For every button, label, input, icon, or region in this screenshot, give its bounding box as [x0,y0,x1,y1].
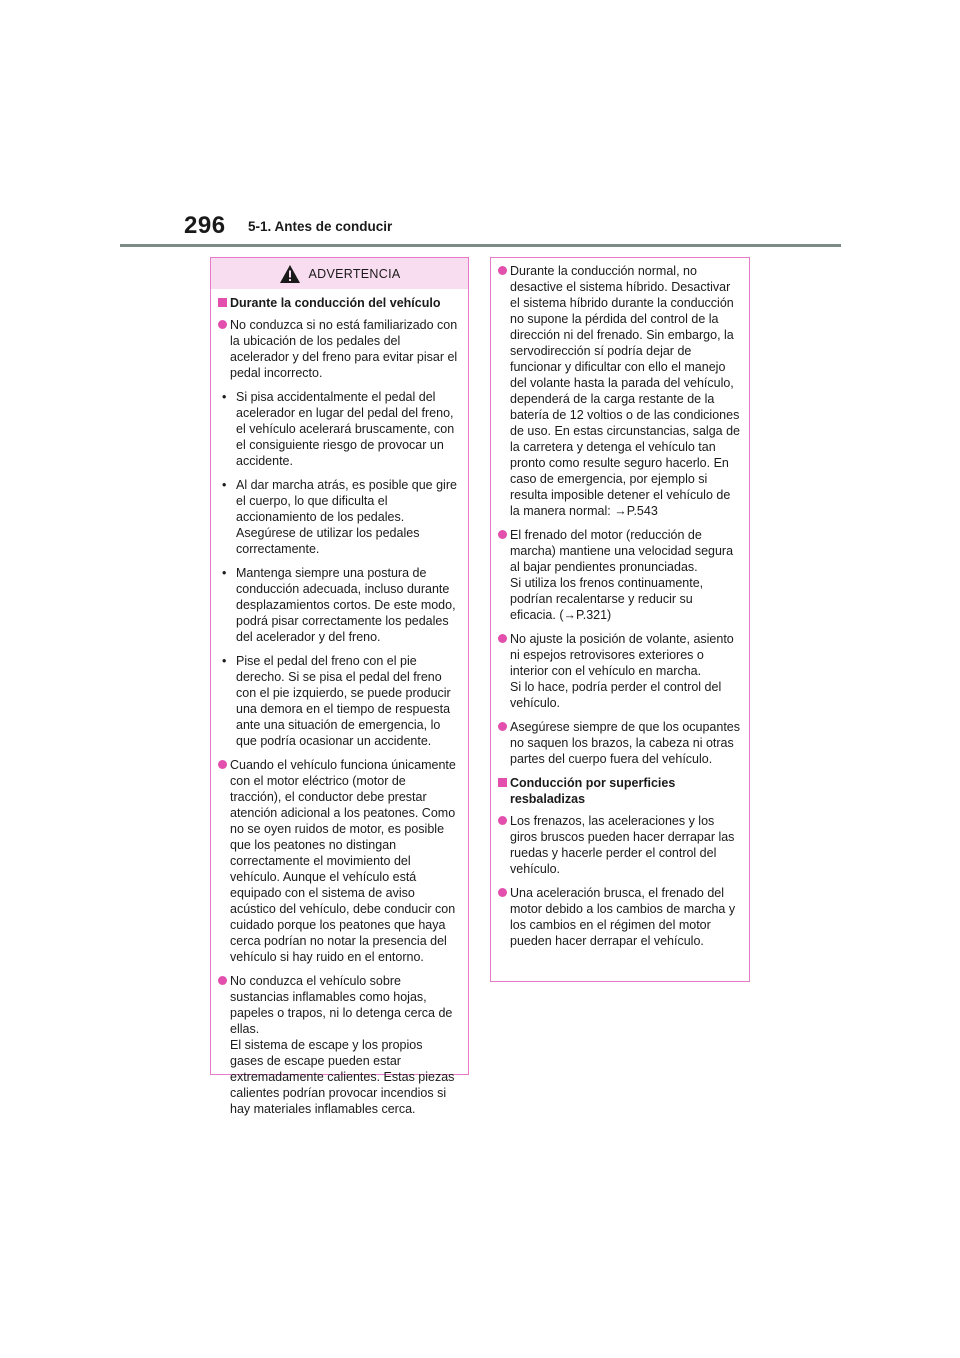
page-number: 296 [184,212,226,239]
section-title: 5-1. Antes de conducir [248,219,393,234]
list-item [498,813,740,877]
item-text-continued: Si lo hace, podría perder el control del vehículo. [510,680,722,710]
header-rule [120,244,841,247]
list-item [498,263,740,519]
item-text: Durante la conducción normal, no desactive el sistema híbrido. Desactivar el sistema híbrido durante la conducción no supone la pérdida del control de la dirección ni del frenado. Sin embargo, la servodirección sí podría dejar de funcionar y dificultar con ello el manejo del volante hasta la parada del vehículo, dependerá de la carga restante de la batería de 12 voltios o de las condiciones de uso. En estas circunstancias, salga de la carretera y detenga el vehículo tan pronto como resulte seguro hacerlo. En caso de emergencia, por ejemplo si resulta imposible detener el vehículo de la manera normal: →P.543 [510,264,740,518]
warning-header [211,258,468,289]
sub-item [218,653,459,749]
list-item [498,719,740,767]
warning-box-right [490,257,750,982]
item-text: No ajuste la posición de volante, asiento ni espejos retrovisores exteriores o interior con el vehículo en marcha. [510,632,734,678]
sub-item-text: Pise el pedal del freno con el pie derecho. Si se pisa el pedal del freno con el pie izquierdo, se puede producir una demora en el tiempo de respuesta ante una situación de emergencia, lo que podría ocasionar un accidente. [236,654,451,748]
warning-triangle-icon [279,264,301,284]
dot-bullet-icon: • [222,654,227,668]
warning-content-right [491,258,749,949]
dot-bullet-icon: • [222,478,227,492]
circle-bullet-icon [498,816,507,825]
item-text-continued: El sistema de escape y los propios gases de escape pueden estar extremadamente calientes. Estas piezas calientes podrían provocar incendios si hay materiales inflamables cerca. [230,1038,455,1116]
warning-title: ADVERTENCIA [308,266,401,281]
circle-bullet-icon [498,888,507,897]
circle-bullet-icon [218,976,227,985]
square-bullet-icon [498,778,507,787]
list-item [498,631,740,711]
warning-box-left [210,257,469,1116]
item-text: No conduzca si no está familiarizado con la ubicación de los pedales del acelerador y del freno para evitar pisar el pedal incorrecto. [230,318,458,380]
dot-bullet-icon: • [222,390,227,404]
section-heading [218,295,459,311]
item-text: Una aceleración brusca, el frenado del motor debido a los cambios de marcha y los cambios en el régimen del motor pueden hacer derrapar el vehículo. [510,886,736,948]
circle-bullet-icon [498,722,507,731]
sub-item [218,477,459,557]
circle-bullet-icon [498,266,507,275]
item-text-continued: Si utiliza los frenos continuamente, podrían recalentarse y reducir su eficacia. (→P.321) [510,576,704,622]
section-heading [498,775,740,807]
list-item [218,973,459,1117]
heading-text: Conducción por superficies resbaladizas [510,776,676,806]
sub-item-text: Al dar marcha atrás, es posible que gire el cuerpo, lo que dificulta el accionamiento de los pedales. Asegúrese de utilizar los pedales correctamente. [236,478,457,556]
heading-text: Durante la conducción del vehículo [230,296,441,310]
circle-bullet-icon [218,760,227,769]
circle-bullet-icon [498,530,507,539]
list-item [218,757,459,965]
list-item [498,527,740,623]
item-text: Asegúrese siempre de que los ocupantes no saquen los brazos, la cabeza ni otras partes del cuerpo fuera del vehículo. [510,720,741,766]
circle-bullet-icon [218,320,227,329]
item-text: No conduzca el vehículo sobre sustancias inflamables como hojas, papeles o trapos, ni lo detenga cerca de ellas. [230,974,453,1036]
list-item [498,885,740,949]
sub-item [218,389,459,469]
sub-item-text: Mantenga siempre una postura de conducción adecuada, incluso durante desplazamientos cortos. De este modo, podrá pisar correctamente los pedales del acelerador y del freno. [236,566,456,644]
list-item [218,317,459,381]
item-text: Los frenazos, las aceleraciones y los giros bruscos pueden hacer derrapar las ruedas y hacerle perder el control del vehículo. [510,814,735,876]
sub-item [218,565,459,645]
warning-content-left [211,289,468,1117]
item-text: Cuando el vehículo funciona únicamente con el motor eléctrico (motor de tracción), el conductor debe prestar atención adicional a los peatones. Como no se oyen ruidos de motor, es posible que los peatones no distingan correctamente el movimiento del vehículo. Aunque el vehículo está equipado con el sistema de aviso acústico del vehículo, debe conducir con cuidado porque los peatones que haya cerca podrían no notar la presencia del vehículo si hay ruido en el entorno. [230,758,456,964]
sub-item-text: Si pisa accidentalmente el pedal del acelerador en lugar del pedal del freno, el vehículo acelerará bruscamente, con el consiguiente riesgo de provocar un accidente. [236,390,455,468]
circle-bullet-icon [498,634,507,643]
item-text: El frenado del motor (reducción de marcha) mantiene una velocidad segura al bajar pendientes pronunciadas. [510,528,734,574]
dot-bullet-icon: • [222,566,227,580]
square-bullet-icon [218,298,227,307]
